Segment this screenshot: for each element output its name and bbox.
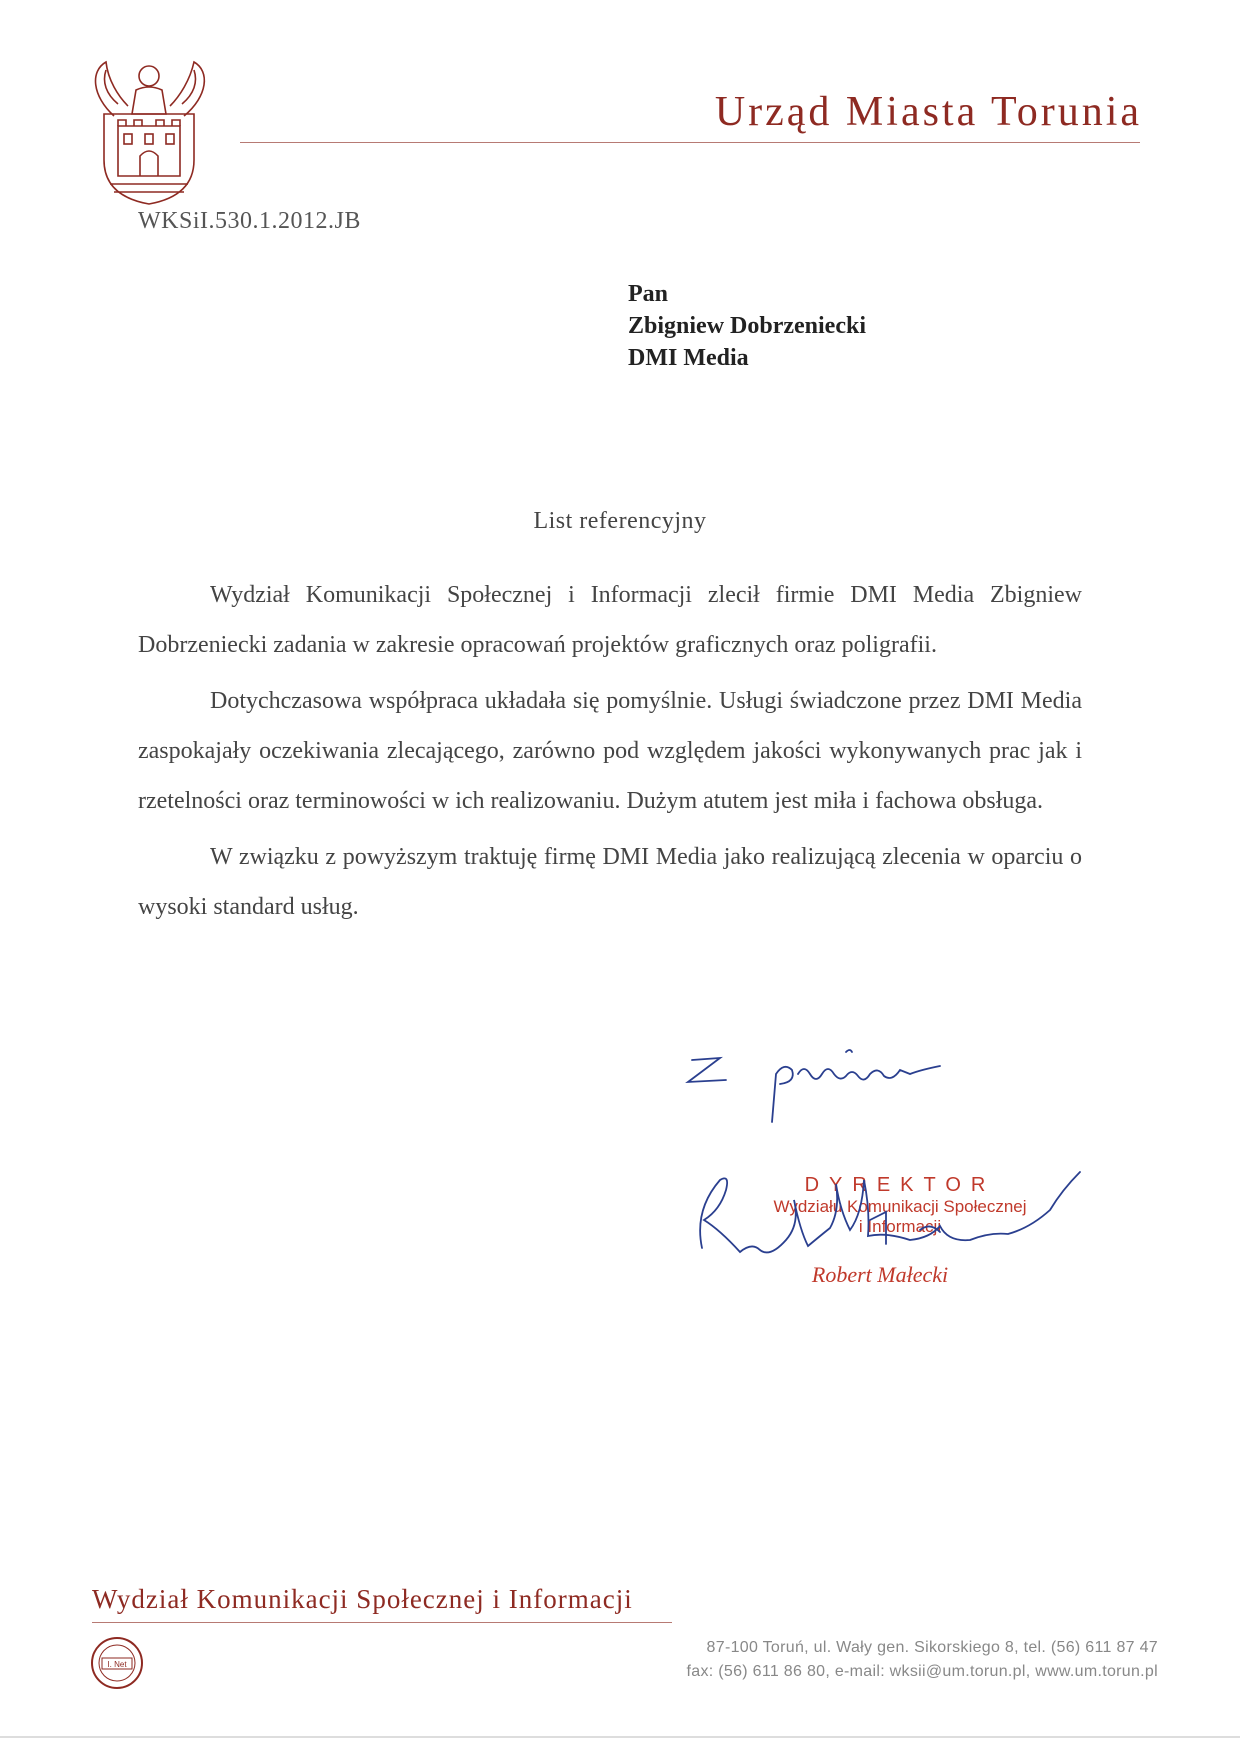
torun-coat-of-arms-icon — [84, 56, 214, 206]
header-divider — [240, 142, 1140, 143]
letter-title: List referencyjny — [533, 508, 707, 534]
contact-details — [560, 1636, 1158, 1684]
stamp-line: i Informacji — [858, 1217, 942, 1236]
addressee-name: Zbigniew Dobrzeniecki — [628, 313, 866, 339]
cert-logo-label: I. Net — [107, 1660, 127, 1669]
letter-paragraph: Dotychczasowa współpraca układała się pomyślnie. Usługi świadczone przez DMI Media zaspokajały oczekiwania zlecającego, zarówno pod względem jakości wykonywanych prac jak i rzetelności oraz terminowości w ich realizowaniu. Dużym atutem jest miła i fachowa obsługa. — [138, 688, 1082, 814]
director-handwritten-signature — [690, 1170, 1110, 1270]
contact-fax-email: fax: (56) 611 86 80, e-mail: wksii@um.torun.pl, www.um.torun.pl — [686, 1663, 1158, 1680]
stamp-title: DYREKTOR — [804, 1174, 996, 1196]
handwritten-greeting-signature — [680, 1040, 1040, 1130]
stamp-line: Wydziału Komunikacji Społecznej — [773, 1197, 1027, 1216]
letter-body — [138, 570, 1082, 932]
signatory-name: Robert Małecki — [811, 1262, 949, 1287]
certification-logo-icon — [90, 1636, 144, 1690]
letter-paragraph: Wydział Komunikacji Społecznej i Informacji zlecił firmie DMI Media Zbigniew Dobrzeniecki zadania w zakresie opracowań projektów graficznych oraz poligrafii. — [138, 582, 1082, 658]
reference-number: WKSiI.530.1.2012.JB — [138, 208, 361, 234]
footer-divider — [92, 1622, 672, 1623]
footer-department: Wydział Komunikacji Społecznej i Informacji — [92, 1584, 633, 1614]
page-bottom-edge — [0, 1736, 1240, 1738]
contact-address: 87-100 Toruń, ul. Wały gen. Sikorskiego 8, tel. (56) 611 87 47 — [706, 1639, 1158, 1656]
organization-name: Urząd Miasta Torunia — [714, 89, 1142, 135]
letter-paragraph: W związku z powyższym traktuję firmę DMI Media jako realizującą zlecenia w oparciu o wysoki standard usług. — [138, 844, 1082, 920]
addressee-block — [628, 278, 866, 374]
addressee-salutation: Pan — [628, 281, 669, 307]
addressee-company: DMI Media — [628, 345, 749, 371]
